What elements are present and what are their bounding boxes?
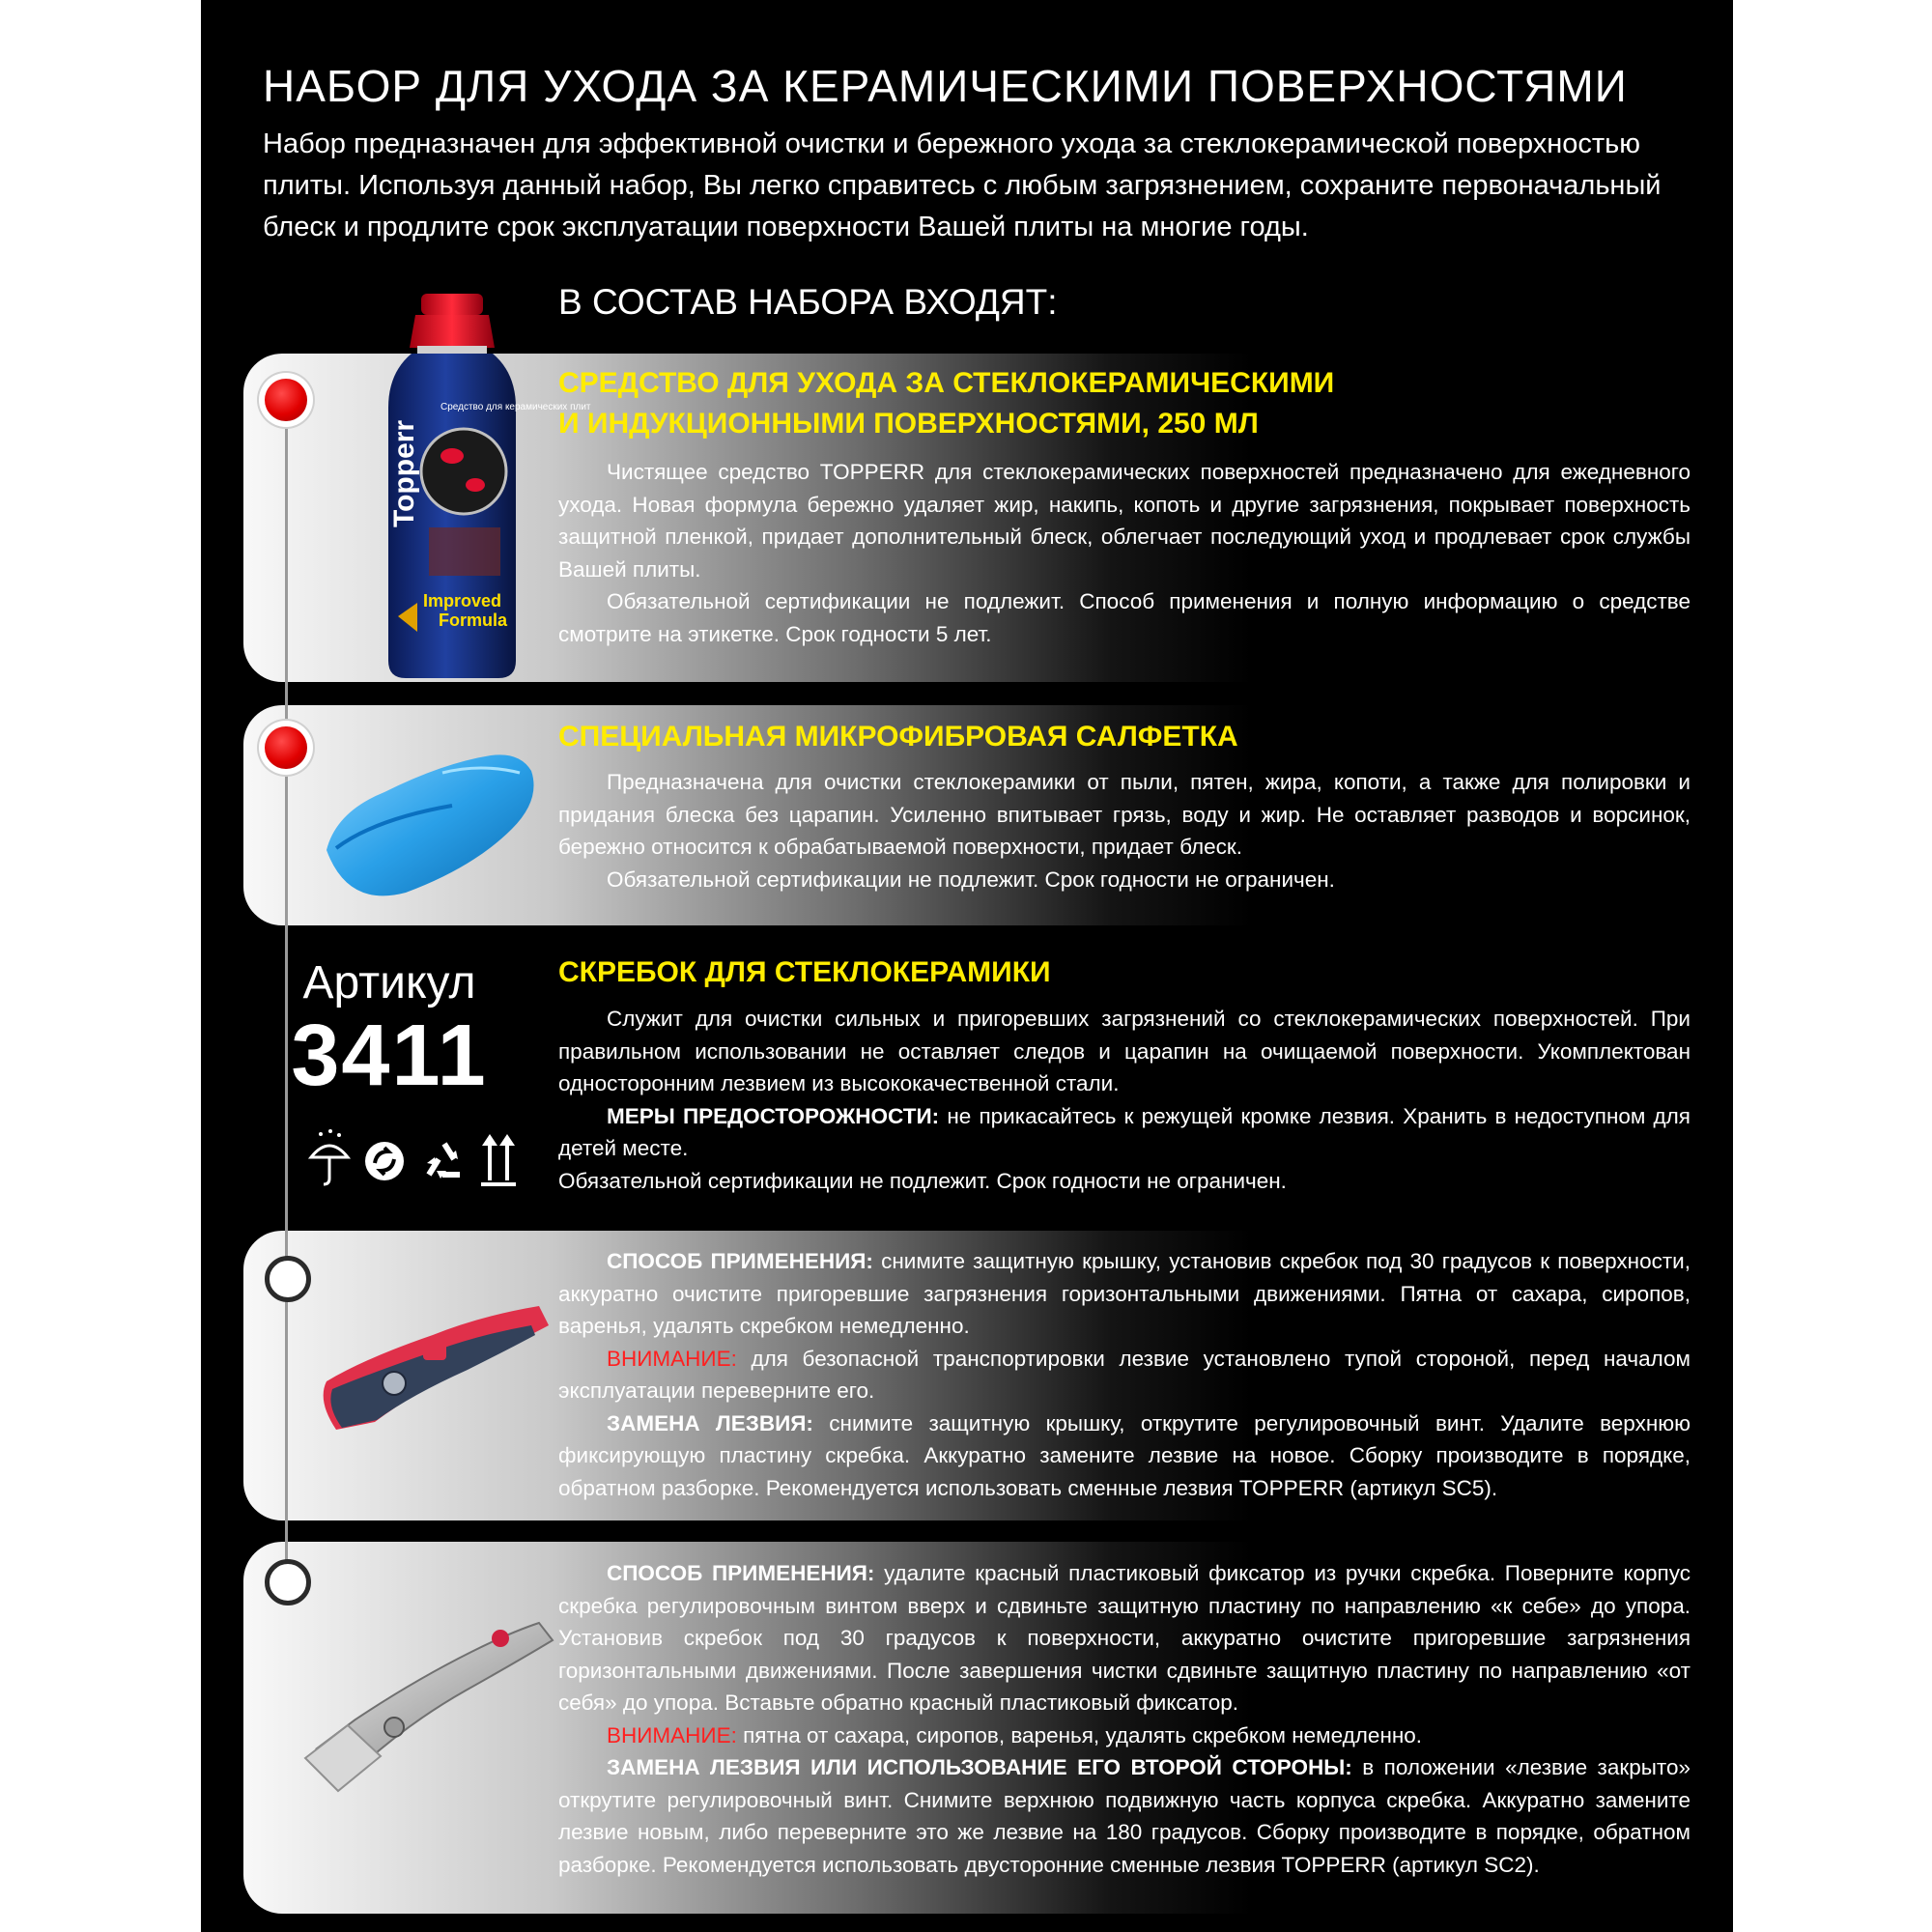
metal-usage-label: СПОСОБ ПРИМЕНЕНИЯ: [607, 1561, 875, 1585]
scraper-title: СКРЕБОК ДЛЯ СТЕКЛОКЕРАМИКИ [558, 956, 1051, 988]
article-label: Артикул [302, 957, 476, 1009]
cleaner-para1: Чистящее средство TOPPERR для стеклокерамических поверхностей предназначено для ежедневного ухода. Новая формула бережно удаляет жир, накипь, копоть и другие загрязнения, покрывает поверхность защитной пленкой, придает дополнительный блеск, облегчает последующий уход и продлевает срок службы Вашей плиты. [558, 460, 1690, 582]
metal-warning [558, 1719, 1690, 1752]
metal-replace-label: ЗАМЕНА ЛЕЗВИЯ ИЛИ ИСПОЛЬЗОВАНИЕ ЕГО ВТОРОЙ СТОРОНЫ: [607, 1755, 1352, 1779]
metal-warning-label: ВНИМАНИЕ: [607, 1722, 737, 1747]
timeline-dot-white [265, 1559, 311, 1605]
metal-warning-text: пятна от сахара, сиропов, варенья, удалять скребком немедленно. [736, 1722, 1423, 1747]
recycle-triangle-icon [421, 1140, 468, 1182]
cleaner-title-line1: СРЕДСТВО ДЛЯ УХОДА ЗА СТЕКЛОКЕРАМИЧЕСКИМИ [558, 367, 1335, 399]
this-side-up-icon [479, 1130, 518, 1186]
cleaner-para2: Обязательной сертификации не подлежит. Способ применения и полную информацию о средстве смотрите на этикетке. Срок годности 5 лет. [558, 589, 1690, 646]
recycle-arrows-icon [361, 1138, 408, 1184]
metal-scraper-image [298, 1604, 558, 1806]
cloth-para1: Предназначена для очистки стеклокерамики от пыли, пятен, жира, копоти, а также для полировки и придания блеска без царапин. Усиленно впитывает грязь, воду и жир. Не оставляет разводов и ворсинок, бережно относится к обрабатываемой поверхности, придает блеск. [558, 770, 1690, 859]
precautions-text: не прикасайтесь к режущей кромке лезвия. Хранить в недоступном для детей месте. [558, 1103, 1690, 1160]
cleaner-description [558, 456, 1690, 650]
intro-paragraph: Набор предназначен для эффективной очистки и бережного ухода за стеклокерамической поверхностью плиты. Используя данный набор, Вы легко справитесь с любым загрязнением, сохраните первоначальный блеск и продлите срок эксплуатации поверхности Вашей плиты на многие годы. [263, 128, 1662, 242]
product-sheet [201, 0, 1733, 1932]
microfiber-cloth-image [298, 734, 558, 893]
bottle-label: Средство для керамических плит [440, 402, 591, 412]
timeline-dot-red [265, 379, 307, 421]
cloth-para2: Обязательной сертификации не подлежит. Срок годности не ограничен. [607, 867, 1335, 892]
scraper-precautions [558, 1100, 1690, 1165]
metal-usage [558, 1557, 1690, 1719]
metal-usage-text: удалите красный пластиковый фиксатор из ручки скребка. Поверните корпус скребка регулировочным винтом вверх и сдвиньте защитную пластину по направлению «к себе» до упора. Установив скребок под 30 градусов к поверхности, аккуратно очистите пригоревшие загрязнения горизонтальными движениями. После завершения чистки сдвиньте защитную пластину по направлению «от себя» до упора. Вставьте обратно красный пластиковый фиксатор. [558, 1561, 1690, 1715]
plastic-scraper-image [298, 1285, 560, 1449]
scraper-description [558, 1003, 1690, 1197]
metal-replace-text: в положении «лезвие закрыто» открутите регулировочный винт. Снимите верхнюю подвижную часть корпуса скребка. Аккуратно замените лезвие новым, либо переверните это же лезвие на 180 градусов. Сборку производите в порядке, обратном разборке. Рекомендуется использовать двусторонние сменные лезвия TOPPERR (артикул SC2). [558, 1755, 1690, 1877]
umbrella-rain-icon [307, 1128, 352, 1188]
plastic-warning-label: ВНИМАНИЕ: [607, 1346, 737, 1371]
precautions-label: МЕРЫ ПРЕДОСТОРОЖНОСТИ: [607, 1103, 940, 1128]
plastic-scraper-description [558, 1245, 1690, 1504]
plastic-replace-text: снимите защитную крышку, открутите регулировочный винт. Удалите верхнюю фиксирующую пластину скребка. Аккуратно замените лезвие на новое. Сборку производите в порядке, обратном разборке. Рекомендуется использовать сменные лезвия TOPPERR (артикул SC5). [558, 1410, 1690, 1500]
bottle-brand: Topperr [388, 419, 420, 527]
badge-line2: Formula [439, 611, 508, 630]
metal-scraper-description [558, 1557, 1690, 1881]
kit-heading: В СОСТАВ НАБОРА ВХОДЯТ: [558, 282, 1058, 322]
scraper-cert: Обязательной сертификации не подлежит. Срок годности не ограничен. [558, 1168, 1287, 1193]
plastic-usage [558, 1245, 1690, 1343]
plastic-usage-label: СПОСОБ ПРИМЕНЕНИЯ: [607, 1249, 873, 1273]
plastic-warning [558, 1343, 1690, 1407]
badge-line1: Improved [423, 591, 502, 611]
plastic-warning-text: для безопасной транспортировки лезвие установлено тупой стороной, перед началом эксплуатации переверните его. [558, 1346, 1690, 1403]
cloth-description [558, 766, 1690, 895]
cleaner-title-line2: И ИНДУКЦИОННЫМИ ПОВЕРХНОСТЯМИ, 250 МЛ [558, 408, 1259, 440]
scraper-para1: Служит для очистки сильных и пригоревших загрязнений со стеклокерамических поверхностей. При правильном использовании не оставляет следов и царапин на очищаемой поверхности. Укомплектован односторонним лезвием из высококачественной стали. [558, 1007, 1690, 1095]
plastic-replace-label: ЗАМЕНА ЛЕЗВИЯ: [607, 1410, 813, 1435]
article-number: 3411 [291, 1008, 488, 1104]
plastic-replace [558, 1407, 1690, 1505]
metal-replace [558, 1751, 1690, 1881]
plastic-usage-text: снимите защитную крышку, установив скребок под 30 градусов к поверхности, аккуратно очистите пригоревшие загрязнения горизонтальными движениями. Пятна от сахара, сиропов, варенья, удалять скребком немедленно. [558, 1249, 1690, 1338]
cloth-title: СПЕЦИАЛЬНАЯ МИКРОФИБРОВАЯ САЛФЕТКА [558, 721, 1238, 753]
page-title: НАБОР ДЛЯ УХОДА ЗА КЕРАМИЧЕСКИМИ ПОВЕРХНОСТЯМИ [263, 61, 1628, 111]
cleaner-bottle-image [355, 286, 591, 696]
care-icons [307, 1128, 529, 1188]
